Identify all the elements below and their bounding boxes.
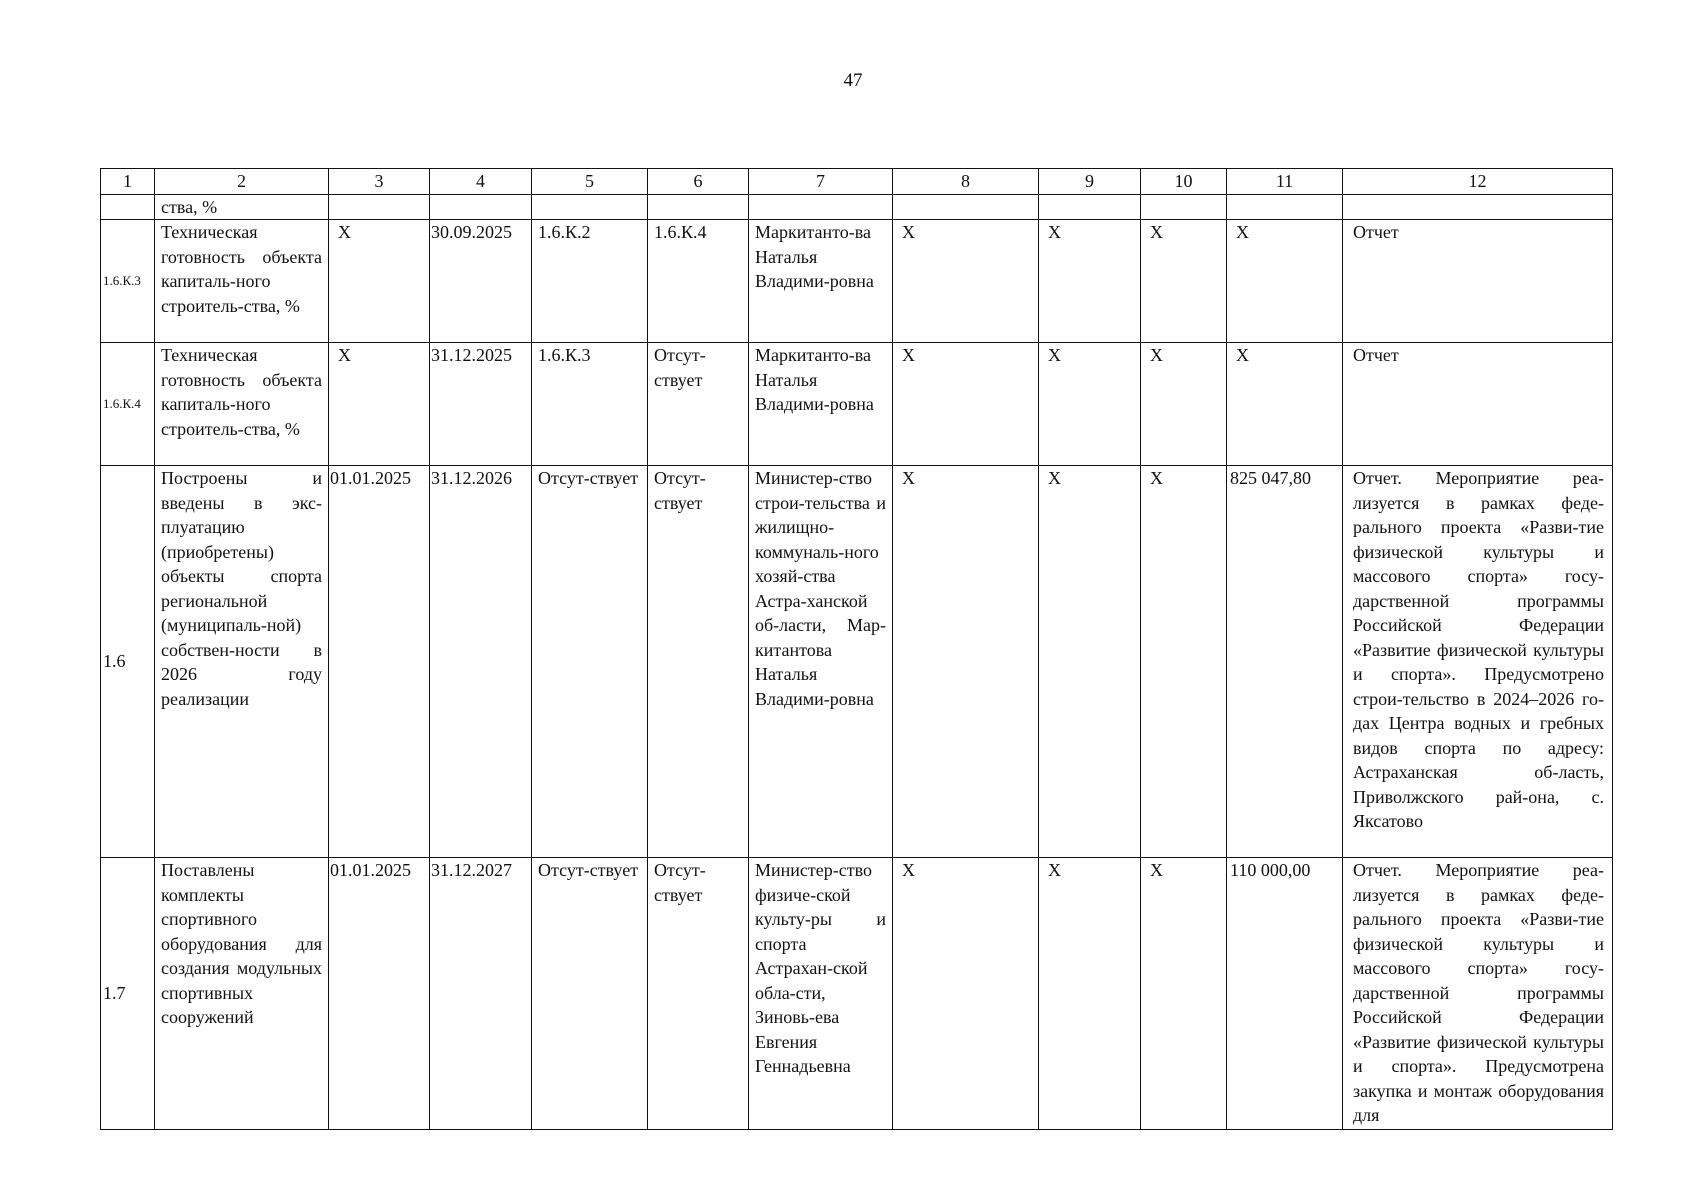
row-notes: Отчет. Мероприятие реа-лизуется в рамках феде-рального проекта «Разви-тие физической культуры и массового спорта» госу-дарственной программы Российской Федерации «Развитие физической культуры и спорта». Предусмотрена закупка и монтаж оборудования для: [1343, 858, 1613, 1130]
table-row: [101, 858, 1613, 1130]
row-amount: 825 047,80: [1227, 466, 1343, 858]
row-responsible: Министер-ство строи-тельства и жилищно-коммуналь-ного хозяй-ства Астра-ханской об-ласти, Мар-китантова Наталья Владими-ровна: [749, 466, 893, 858]
row-notes: Отчет: [1343, 343, 1613, 466]
column-header: 3: [329, 169, 430, 195]
column-header: 4: [430, 169, 532, 195]
table-row: [101, 343, 1613, 466]
row-predecessor: Отсут-ствует: [532, 858, 648, 1130]
row-name: Техническая готовность объекта капиталь-ного строитель-ства, %: [155, 343, 329, 466]
row-col8: X: [893, 343, 1039, 466]
row-name: Техническая готовность объекта капиталь-ного строитель-ства, %: [155, 220, 329, 343]
row-number: 1.6.К.4: [101, 343, 155, 466]
column-header: 2: [155, 169, 329, 195]
row-start: X: [329, 343, 430, 466]
row-col10: X: [1141, 466, 1227, 858]
column-header: 7: [749, 169, 893, 195]
row-col9: X: [1039, 220, 1141, 343]
row-col10: X: [1141, 220, 1227, 343]
row-responsible: Министер-ство физиче-ской культу-ры и спорта Астрахан-ской обла-сти, Зиновь-ева Евгения Геннадьевна: [749, 858, 893, 1130]
row-start: 01.01.2025: [329, 466, 430, 858]
row-responsible: Маркитанто-ва Наталья Владими-ровна: [749, 220, 893, 343]
column-header: 8: [893, 169, 1039, 195]
row-start: X: [329, 220, 430, 343]
continuation-text: ства, %: [155, 194, 329, 220]
row-col11: X: [1227, 220, 1343, 343]
table-row: [101, 466, 1613, 858]
row-successor: 1.6.К.4: [648, 220, 749, 343]
row-name: Поставлены комплекты спортивного оборудования для создания модульных спортивных сооружений: [155, 858, 329, 1130]
row-predecessor: 1.6.К.3: [532, 343, 648, 466]
row-col9: X: [1039, 466, 1141, 858]
row-end: 31.12.2027: [430, 858, 532, 1130]
row-col10: X: [1141, 858, 1227, 1130]
page-number: 47: [843, 70, 863, 91]
row-col8: X: [893, 466, 1039, 858]
plan-table: [100, 168, 1613, 1130]
row-col11: X: [1227, 343, 1343, 466]
row-name: Построены и введены в экс-плуатацию (приобретены) объекты спорта региональной (муниципаль-ной) собствен-ности в 2026 году реализации: [155, 466, 329, 858]
column-header: 5: [532, 169, 648, 195]
row-number: 1.6.К.3: [101, 220, 155, 343]
column-header: 1: [101, 169, 155, 195]
row-responsible: Маркитанто-ва Наталья Владими-ровна: [749, 343, 893, 466]
column-header: 10: [1141, 169, 1227, 195]
row-end: 30.09.2025: [430, 220, 532, 343]
row-end: 31.12.2026: [430, 466, 532, 858]
row-predecessor: 1.6.К.2: [532, 220, 648, 343]
row-successor: Отсут-ствует: [648, 466, 749, 858]
continuation-row: [101, 194, 1613, 220]
row-col8: X: [893, 220, 1039, 343]
row-col8: X: [893, 858, 1039, 1130]
column-header: 6: [648, 169, 749, 195]
row-end: 31.12.2025: [430, 343, 532, 466]
row-col9: X: [1039, 343, 1141, 466]
column-header: 12: [1343, 169, 1613, 195]
row-start: 01.01.2025: [329, 858, 430, 1130]
row-notes: Отчет: [1343, 220, 1613, 343]
row-successor: Отсут-ствует: [648, 343, 749, 466]
row-predecessor: Отсут-ствует: [532, 466, 648, 858]
row-number: 1.7: [101, 858, 155, 1130]
row-col10: X: [1141, 343, 1227, 466]
column-number-row: [101, 169, 1613, 195]
column-header: 9: [1039, 169, 1141, 195]
row-col9: X: [1039, 858, 1141, 1130]
table-row: [101, 220, 1613, 343]
row-number: 1.6: [101, 466, 155, 858]
row-notes: Отчет. Мероприятие реа-лизуется в рамках феде-рального проекта «Разви-тие физической культуры и массового спорта» госу-дарственной программы Российской Федерации «Развитие физической культуры и спорта». Предусмотрено строи-тельство в 2024–2026 го-дах Центра водных и гребных видов спорта по адресу: Астраханская об-ласть, Приволжского рай-она, с. Яксатово: [1343, 466, 1613, 858]
row-successor: Отсут-ствует: [648, 858, 749, 1130]
row-amount: 110 000,00: [1227, 858, 1343, 1130]
column-header: 11: [1227, 169, 1343, 195]
